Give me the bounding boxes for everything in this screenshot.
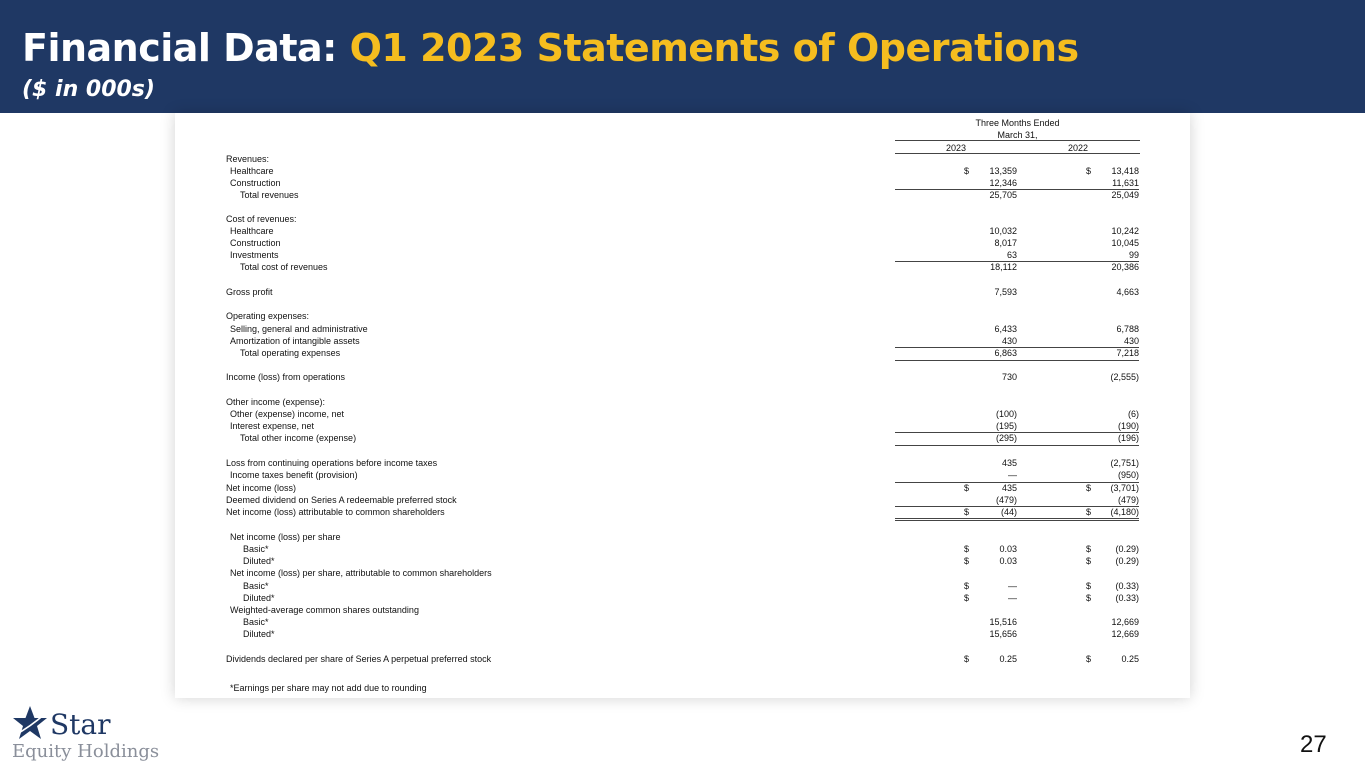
value-2023: 435	[1001, 458, 1017, 468]
currency-sign-2022: $	[1086, 544, 1092, 554]
value-2022: (190)	[1117, 421, 1139, 431]
currency-sign-2023: $	[964, 654, 970, 664]
title-banner	[0, 0, 1365, 113]
value-2023: (195)	[995, 421, 1017, 431]
value-2022: (196)	[1117, 433, 1139, 443]
row-label: Total other income (expense)	[240, 433, 357, 443]
value-2022: 12,669	[1111, 617, 1139, 627]
currency-sign-2023: $	[964, 556, 970, 566]
value-2022: (3,701)	[1110, 483, 1139, 493]
value-2022: (0.29)	[1115, 544, 1139, 554]
row-label: Selling, general and administrative	[230, 324, 368, 334]
subtotal-rule	[1017, 432, 1139, 433]
logo-brand: Star	[50, 708, 111, 741]
total-rule	[895, 360, 1017, 361]
currency-sign-2022: $	[1086, 556, 1092, 566]
value-2022: (0.29)	[1115, 556, 1139, 566]
value-2022: (0.33)	[1115, 593, 1139, 603]
value-2022: 430	[1123, 336, 1139, 346]
value-2023: (100)	[995, 409, 1017, 419]
value-2022: 25,049	[1111, 190, 1139, 200]
footnote: *Earnings per share may not add due to rounding	[230, 683, 427, 693]
title-main: Financial Data:	[22, 26, 350, 70]
subtotal-rule	[895, 506, 1017, 507]
value-2023: 18,112	[990, 262, 1017, 272]
value-2023: 6,863	[994, 348, 1017, 358]
currency-sign-2023: $	[964, 507, 970, 517]
value-2023: 730	[1001, 372, 1017, 382]
value-2022: (2,751)	[1110, 458, 1139, 468]
currency-sign-2022: $	[1086, 483, 1092, 493]
subtotal-rule	[895, 482, 1017, 483]
value-2023: 10,032	[989, 226, 1017, 236]
subtotal-rule	[1017, 189, 1139, 190]
value-2022: 13,418	[1111, 166, 1139, 176]
row-label: Basic*	[243, 581, 269, 591]
row-label: Total revenues	[240, 190, 299, 200]
total-rule	[1017, 360, 1139, 361]
value-2023: 15,516	[989, 617, 1017, 627]
value-2023: (295)	[995, 433, 1017, 443]
value-2022: 6,788	[1116, 324, 1139, 334]
row-label: Gross profit	[226, 287, 273, 297]
value-2023: 0.03	[999, 556, 1017, 566]
row-label: Diluted*	[243, 629, 275, 639]
total-rule	[1017, 445, 1139, 446]
total-rule	[895, 445, 1017, 446]
column-header-2022: 2022	[1067, 143, 1089, 153]
row-label: Diluted*	[243, 556, 275, 566]
row-label: Healthcare	[230, 166, 274, 176]
subtotal-rule	[895, 432, 1017, 433]
double-rule	[1017, 518, 1139, 521]
value-2022: (950)	[1117, 470, 1139, 480]
value-2023: 13,359	[989, 166, 1017, 176]
row-label: Net income (loss) per share	[230, 532, 341, 542]
row-label: Income taxes benefit (provision)	[230, 470, 358, 480]
value-2023: 6,433	[994, 324, 1017, 334]
row-label: Basic*	[243, 617, 269, 627]
statement-table	[175, 113, 1190, 698]
currency-sign-2023: $	[964, 581, 970, 591]
value-2022: 7,218	[1116, 348, 1139, 358]
row-label: Cost of revenues:	[226, 214, 297, 224]
value-2023: 435	[1001, 483, 1017, 493]
page-subtitle: ($ in 000s)	[22, 77, 155, 102]
subtotal-rule	[895, 261, 1017, 262]
period-header-line2: March 31,	[997, 130, 1038, 140]
row-label: Interest expense, net	[230, 421, 315, 431]
page-number: 27	[1300, 731, 1327, 758]
row-label: Weighted-average common shares outstanding	[230, 605, 419, 615]
currency-sign-2022: $	[1086, 654, 1092, 664]
value-2022: (6)	[1128, 409, 1139, 419]
currency-sign-2023: $	[964, 166, 970, 176]
currency-sign-2022: $	[1086, 581, 1092, 591]
currency-sign-2023: $	[964, 483, 970, 493]
value-2022: 10,242	[1111, 226, 1139, 236]
row-label: Healthcare	[230, 226, 274, 236]
row-label: Other (expense) income, net	[230, 409, 345, 419]
subtotal-rule	[1017, 261, 1139, 262]
value-2022: (2,555)	[1110, 372, 1139, 382]
title-highlight: Q1 2023 Statements of Operations	[349, 26, 1079, 70]
period-header-rule	[895, 140, 1140, 141]
double-rule	[895, 518, 1017, 521]
value-2022: 4,663	[1116, 287, 1139, 297]
value-2023: (44)	[1000, 507, 1017, 517]
currency-sign-2023: $	[964, 593, 970, 603]
value-2023: 8,017	[994, 238, 1017, 248]
value-2023: 25,705	[989, 190, 1017, 200]
value-2022: 99	[1128, 250, 1139, 260]
subtotal-rule	[895, 347, 1017, 348]
row-label: Deemed dividend on Series A redeemable preferred stock	[226, 495, 457, 505]
value-2023: —	[1008, 593, 1017, 603]
row-label: Income (loss) from operations	[226, 372, 346, 382]
value-2022: 12,669	[1111, 629, 1139, 639]
row-label: Basic*	[243, 544, 269, 554]
row-label: Net income (loss) per share, attributable to common shareholders	[230, 568, 492, 578]
row-label: Net income (loss) attributable to common shareholders	[226, 507, 445, 517]
row-label: Construction	[230, 238, 281, 248]
statement-panel	[175, 113, 1190, 698]
value-2022: 0.25	[1121, 654, 1139, 664]
page-title	[22, 26, 1079, 70]
row-label: Amortization of intangible assets	[230, 336, 360, 346]
period-header-line1: Three Months Ended	[975, 118, 1060, 128]
logo-subtitle-word2: Holdings	[77, 741, 160, 762]
value-2023: —	[1008, 581, 1017, 591]
row-label: Total cost of revenues	[240, 262, 328, 272]
value-2023: 0.25	[999, 654, 1017, 664]
row-label: Dividends declared per share of Series A perpetual preferred stock	[226, 654, 492, 664]
subtotal-rule	[1017, 347, 1139, 348]
value-2022: 10,045	[1111, 238, 1139, 248]
company-logo	[12, 705, 182, 765]
value-2023: (479)	[995, 495, 1017, 505]
subtotal-rule	[895, 189, 1017, 190]
value-2023: —	[1008, 470, 1017, 480]
row-label: Total operating expenses	[240, 348, 341, 358]
value-2022: (0.33)	[1115, 581, 1139, 591]
row-label: Construction	[230, 178, 281, 188]
value-2023: 7,593	[994, 287, 1017, 297]
value-2023: 0.03	[999, 544, 1017, 554]
row-label: Loss from continuing operations before income taxes	[226, 458, 438, 468]
value-2022: 20,386	[1111, 262, 1139, 272]
currency-sign-2022: $	[1086, 507, 1092, 517]
currency-sign-2022: $	[1086, 166, 1092, 176]
subtotal-rule	[1017, 482, 1139, 483]
logo-subtitle-word1: Equity	[12, 741, 72, 762]
star-icon	[12, 705, 48, 741]
value-2023: 430	[1001, 336, 1017, 346]
currency-sign-2022: $	[1086, 593, 1092, 603]
currency-sign-2023: $	[964, 544, 970, 554]
row-label: Other income (expense):	[226, 397, 326, 407]
value-2022: 11,631	[1112, 178, 1139, 188]
value-2023: 12,346	[989, 178, 1017, 188]
row-label: Net income (loss)	[226, 483, 297, 493]
value-2022: (4,180)	[1110, 507, 1139, 517]
subtotal-rule	[1017, 506, 1139, 507]
column-header-2023: 2023	[945, 143, 967, 153]
row-label: Investments	[230, 250, 279, 260]
row-label: Diluted*	[243, 593, 275, 603]
column-header-rule	[895, 153, 1140, 154]
row-label: Revenues:	[226, 154, 270, 164]
value-2022: (479)	[1117, 495, 1139, 505]
logo-subtitle	[12, 741, 159, 762]
row-label: Operating expenses:	[226, 311, 310, 321]
value-2023: 63	[1006, 250, 1017, 260]
value-2023: 15,656	[989, 629, 1017, 639]
